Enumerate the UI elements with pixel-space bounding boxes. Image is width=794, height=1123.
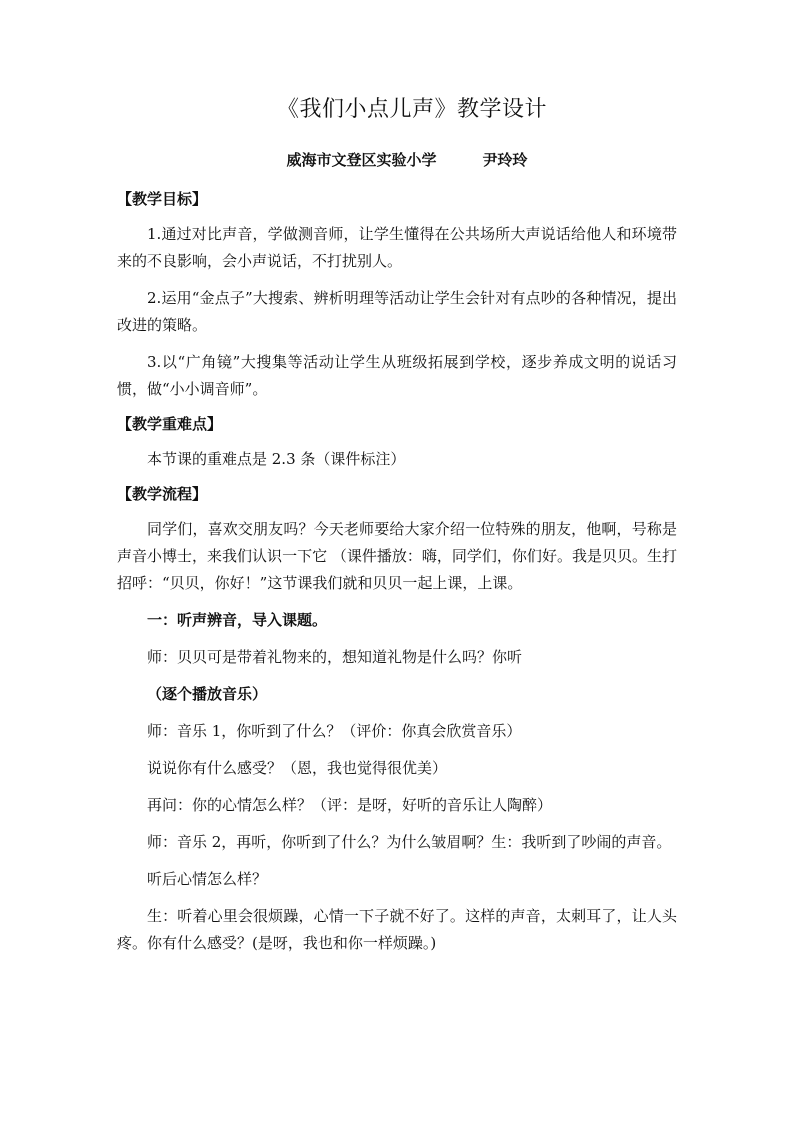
process-paragraph: 同学们，喜欢交朋友吗？今天老师要给大家介绍一位特殊的朋友，他啊，号称是声音小博士，来我们认识一下它 （课件播放：嗨，同学们，你们好。我是贝贝。生打招呼：“贝贝，你好！”这节课我们就和贝贝一起上课，上课。 (117, 520, 677, 592)
process-heading: 【教学流程】 (117, 485, 208, 503)
keypoints-heading: 【教学重难点】 (117, 415, 223, 433)
process-paragraph: 说说你有什么感受？（恩，我也觉得很优美） (147, 759, 448, 777)
process-paragraph: 生：听着心里会很烦躁，心情一下子就不好了。这样的声音，太刺耳了，让人头疼。你有什么感受？(是呀，我也和你一样烦躁。) (117, 907, 677, 952)
author-name: 尹玲玲 (482, 151, 528, 169)
objectives-heading: 【教学目标】 (117, 190, 208, 208)
document-title: 《我们小点儿声》教学设计 (276, 97, 547, 122)
process-paragraph: 再问：你的心情怎么样？（评：是呀，好听的音乐让人陶醉） (147, 796, 553, 814)
process-paragraph: 师：音乐 1，你听到了什么？（评价：你真会欣赏音乐） (147, 722, 522, 740)
objective-item: 1.通过对比声音，学做测音师，让学生懂得在公共场所大声说话给他人和环境带来的不良影响，会小声说话，不打扰别人。 (117, 225, 677, 270)
process-paragraph: 听后心情怎么样？ (147, 870, 268, 888)
process-paragraph: 师：音乐 2，再听，你听到了什么？为什么皱眉啊？生：我听到了吵闹的声音。 (147, 833, 672, 851)
process-subheading: 一：听声辨音，导入课题。 (147, 611, 328, 629)
process-note: （逐个播放音乐） (147, 685, 268, 703)
objective-item: 3.以“广角镜”大搜集等活动让学生从班级拓展到学校，逐步养成文明的说话习惯，做“小小调音师”。 (117, 353, 677, 398)
document-page (117, 92, 677, 967)
author-line (117, 149, 677, 170)
objective-item: 2.运用“金点子”大搜索、辨析明理等活动让学生会针对有点吵的各种情况，提出改进的策略。 (117, 289, 677, 334)
process-paragraph: 师：贝贝可是带着礼物来的，想知道礼物是什么吗？你听 (147, 648, 523, 666)
school-name: 威海市文登区实验小学 (286, 151, 437, 169)
keypoints-text: 本节课的重难点是 2.3 条（课件标注） (147, 450, 406, 468)
